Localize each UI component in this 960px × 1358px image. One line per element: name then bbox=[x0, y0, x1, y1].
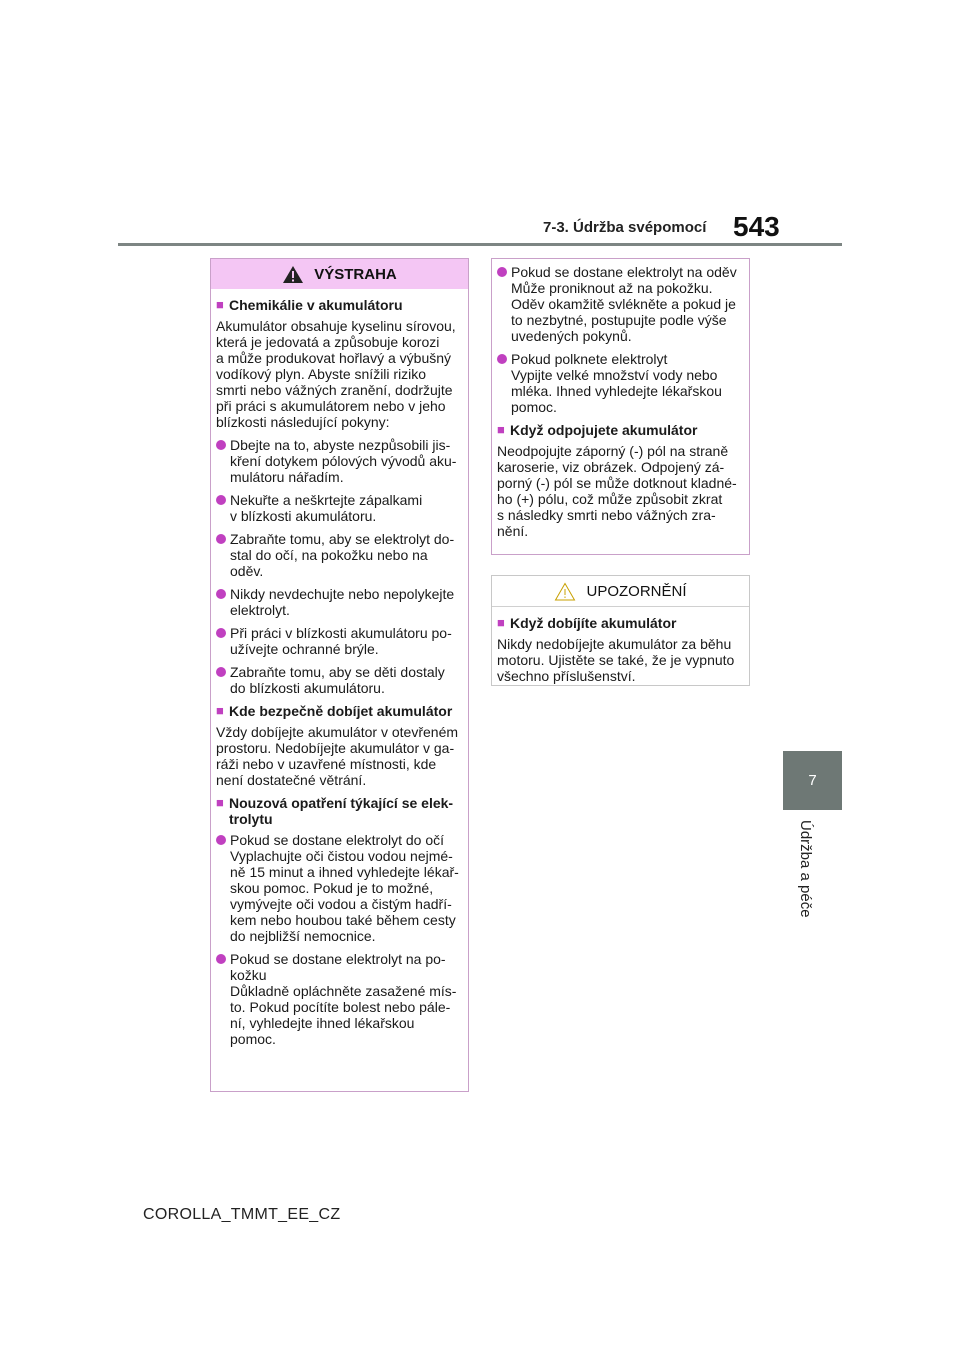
round-bullet-icon bbox=[216, 589, 226, 599]
section-heading: ■ Chemikálie v akumulátoru bbox=[216, 297, 403, 313]
document-code: COROLLA_TMMT_EE_CZ bbox=[143, 1206, 341, 1223]
round-bullet-icon bbox=[216, 835, 226, 845]
list-item: Pokud se dostane elektrolyt na po- kožku Důkladně opláchněte zasažené mís- to. Pokud pocítíte bolest nebo pále- ní, vyhledejte ihned lékařskou pomoc. bbox=[216, 951, 463, 1047]
list-item: Zabraňte tomu, aby se děti dostaly do blízkosti akumulátoru. bbox=[216, 664, 463, 696]
chapter-number: 7 bbox=[808, 772, 817, 789]
warning-continuation-box bbox=[491, 258, 750, 555]
page-number: 543 bbox=[733, 211, 780, 242]
section-heading: ■ Kde bezpečně dobíjet akumulátor bbox=[216, 703, 453, 719]
warning-triangle-icon bbox=[282, 265, 304, 284]
list-item: Zabraňte tomu, aby se elektrolyt do- stal do očí, na pokožku nebo na oděv. bbox=[216, 531, 463, 579]
round-bullet-icon bbox=[216, 495, 226, 505]
square-bullet-icon: ■ bbox=[497, 422, 505, 437]
square-bullet-icon: ■ bbox=[216, 703, 224, 718]
square-bullet-icon: ■ bbox=[216, 795, 224, 810]
square-bullet-icon: ■ bbox=[497, 615, 505, 630]
notice-title: UPOZORNĚNÍ bbox=[586, 582, 687, 600]
warning-header bbox=[211, 259, 468, 289]
list-item: Nekuřte a neškrtejte zápalkami v blízkosti akumulátoru. bbox=[216, 492, 463, 524]
warning-box bbox=[210, 258, 469, 1092]
square-bullet-icon: ■ bbox=[216, 297, 224, 312]
caution-triangle-outline-icon bbox=[554, 582, 576, 601]
notice-box bbox=[491, 575, 750, 686]
section-heading: ■ Nouzová opatření týkající se elek- trolytu bbox=[216, 795, 454, 827]
round-bullet-icon bbox=[216, 534, 226, 544]
section-heading: ■ Když dobíjíte akumulátor bbox=[497, 615, 677, 631]
paragraph: Vždy dobíjejte akumulátor v otevřeném prostoru. Nedobíjejte akumulátor v ga- ráži nebo v uzavřené místnosti, kde není dostatečné větrání. bbox=[216, 724, 459, 788]
header-divider bbox=[118, 243, 842, 246]
notice-content bbox=[492, 607, 749, 697]
round-bullet-icon bbox=[497, 267, 507, 277]
warning-content bbox=[211, 289, 468, 1060]
bullet-list bbox=[216, 437, 463, 696]
section-heading: ■ Když odpojujete akumulátor bbox=[497, 422, 698, 438]
list-item: Pokud se dostane elektrolyt na oděv Může proniknout až na pokožku. Oděv okamžitě svlékněte a pokud je to nezbytné, postupujte podle výše uvedených pokynů. bbox=[497, 264, 744, 344]
round-bullet-icon bbox=[216, 440, 226, 450]
warning-title: VÝSTRAHA bbox=[314, 265, 397, 283]
list-item: Při práci v blízkosti akumulátoru po- užívejte ochranné brýle. bbox=[216, 625, 463, 657]
continuation-content bbox=[492, 259, 749, 552]
paragraph: Nikdy nedobíjejte akumulátor za běhu motoru. Ujistěte se také, že je vypnuto všechno příslušenství. bbox=[497, 636, 735, 684]
chapter-title: Údržba a péče bbox=[797, 820, 814, 918]
round-bullet-icon bbox=[216, 667, 226, 677]
list-item: Pokud polknete elektrolyt Vypijte velké množství vody nebo mléka. Ihned vyhledejte lékařskou pomoc. bbox=[497, 351, 744, 415]
list-item: Pokud se dostane elektrolyt do očí Vyplachujte oči čistou vodou nejmé- ně 15 minut a ihned vyhledejte lékař- skou pomoc. Pokud je to možné, vymývejte oči vodou a čistým hadří- kem nebo houbou také během cesty do nejbližší nemocnice. bbox=[216, 832, 463, 944]
list-item: Dbejte na to, abyste nezpůsobili jis- kření dotykem pólových vývodů aku- mulátoru nářadím. bbox=[216, 437, 463, 485]
round-bullet-icon bbox=[497, 354, 507, 364]
intro-paragraph: Akumulátor obsahuje kyselinu sírovou, která je jedovatá a způsobuje korozi a může produkovat hořlavý a výbušný vodíkový plyn. Abyste snížili riziko smrti nebo vážných zranění, dodržujte při práci s akumulátorem nebo v jeho blízkosti následující pokyny: bbox=[216, 318, 456, 430]
list-item: Nikdy nevdechujte nebo nepolykejte elektrolyt. bbox=[216, 586, 463, 618]
paragraph: Neodpojujte záporný (-) pól na straně karoserie, viz obrázek. Odpojený zá- porný (-) pól se může dotknout kladné- ho (+) pólu, což může způsobit zkrat s následky smrti nebo vážných zra- nění. bbox=[497, 443, 737, 539]
section-title: 7-3. Údržba svépomocí bbox=[543, 219, 707, 236]
notice-header bbox=[492, 576, 749, 607]
chapter-tab bbox=[783, 751, 842, 810]
round-bullet-icon bbox=[216, 628, 226, 638]
round-bullet-icon bbox=[216, 954, 226, 964]
